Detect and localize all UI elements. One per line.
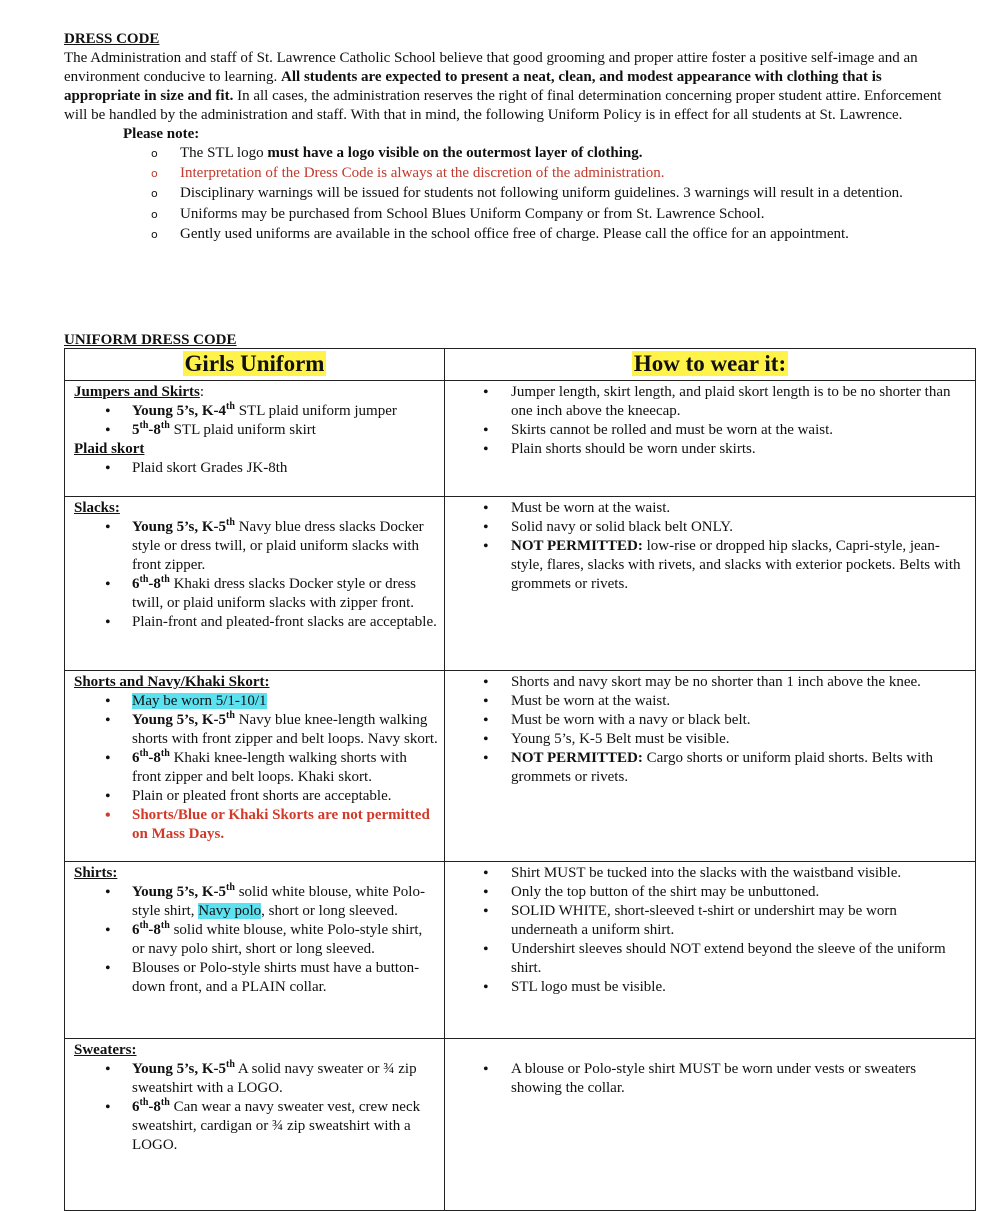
shirts-title: Shirts: xyxy=(74,865,118,881)
shorts-title: Shorts and Navy/Khaki Skort: xyxy=(74,674,270,690)
note-item xyxy=(146,164,944,183)
note-text: The STL logo xyxy=(180,145,268,161)
list-item: • Solid navy or solid black belt ONLY. xyxy=(511,518,967,537)
list-item: • SOLID WHITE, short-sleeved t-shirt or undershirt may be worn underneath a uniform shirt. xyxy=(511,902,967,940)
list-item: • Plain shorts should be worn under skirts. xyxy=(511,440,967,459)
note-text: Uniforms may be purchased from School Blues Uniform Company or from St. Lawrence School. xyxy=(180,206,765,222)
list-item: • Plain or pleated front shorts are acceptable. xyxy=(132,787,438,806)
circle-bullet-icon: o xyxy=(151,208,158,221)
table-row xyxy=(65,671,976,862)
list-item: • Shorts/Blue or Khaki Skorts are not permitted on Mass Days. xyxy=(132,806,438,844)
note-text-bold: must have a logo visible on the outermost layer of clothing. xyxy=(267,145,643,161)
list-item: • Must be worn at the waist. xyxy=(511,499,967,518)
list-item: • Young 5’s, K-5th Navy blue dress slacks Docker style or dress twill, or plaid uniform slacks with front zipper. xyxy=(132,518,438,575)
list-item: • Shirt MUST be tucked into the slacks with the waistband visible. xyxy=(511,864,967,883)
list-item: • Young 5’s, K-5 Belt must be visible. xyxy=(511,730,967,749)
table-header-row xyxy=(65,349,976,381)
list-item: • STL logo must be visible. xyxy=(511,978,967,997)
table-row xyxy=(65,497,976,671)
note-text: Gently used uniforms are available in the school office free of charge. Please call the office for an appointment. xyxy=(180,226,849,242)
note-text: Disciplinary warnings will be issued for students not following uniform guidelines. 3 warnings will result in a detention. xyxy=(180,185,903,201)
list-item: • 6th-8th Khaki dress slacks Docker style or dress twill, or plaid uniform slacks with zipper front. xyxy=(132,575,438,613)
sweaters-cell xyxy=(65,1039,445,1211)
slacks-title: Slacks: xyxy=(74,500,120,516)
sweaters-title: Sweaters: xyxy=(74,1042,137,1058)
jumpers-cell: Jumpers and Skirts: • Young 5’s, K-4th STL plaid uniform jumper • 5th-8th STL plaid uniform skirt Plaid skort • Plaid skort Grades JK-8th xyxy=(65,381,445,497)
list-item: • Skirts cannot be rolled and must be worn at the waist. xyxy=(511,421,967,440)
circle-bullet-icon: o xyxy=(151,147,158,160)
list-item: • Only the top button of the shirt may be unbuttoned. xyxy=(511,883,967,902)
note-item xyxy=(146,184,944,203)
jumpers-rules-cell xyxy=(445,381,976,497)
dress-code-section xyxy=(64,30,944,245)
notes-list xyxy=(64,144,944,244)
list-item: • 6th-8th Khaki knee-length walking shorts with front zipper and belt loops. Khaki skort. xyxy=(132,749,438,787)
intro-text-bold: All students are expected to present a neat, clean, and modest appearance with clothing that is appropriate in size and fit. xyxy=(64,69,882,104)
dress-code-intro xyxy=(64,49,944,125)
list-item: • Young 5’s, K-4th STL plaid uniform jumper xyxy=(132,402,438,421)
list-item: • 6th-8th Can wear a navy sweater vest, crew neck sweatshirt, cardigan or ¾ zip sweatshirt with a LOGO. xyxy=(132,1098,438,1155)
list-item: • Young 5’s, K-5th Navy blue knee-length walking shorts with front zipper and belt loops. Navy skort. xyxy=(132,711,438,749)
list-item: • Must be worn at the waist. xyxy=(511,692,967,711)
jumpers-title: Jumpers and Skirts xyxy=(74,384,200,400)
list-item: • NOT PERMITTED: low-rise or dropped hip slacks, Capri-style, jean-style, flares, slacks with rivets, and slacks with exterior pockets. Belts with grommets or rivets. xyxy=(511,537,967,594)
jumpers-rules-list xyxy=(481,383,967,459)
uniform-dress-code-heading: UNIFORM DRESS CODE xyxy=(64,332,237,348)
list-item: • Jumper length, skirt length, and plaid skort length is to be no shorter than one inch above the kneecap. xyxy=(511,383,967,421)
list-item: • Young 5’s, K-5th A solid navy sweater or ¾ zip sweatshirt with a LOGO. xyxy=(132,1060,438,1098)
list-item: • 5th-8th STL plaid uniform skirt xyxy=(132,421,438,440)
uniform-table xyxy=(64,348,976,1211)
list-item: • NOT PERMITTED: Cargo shorts or uniform plaid shorts. Belts with grommets or rivets. xyxy=(511,749,967,787)
note-item xyxy=(146,205,944,224)
shorts-rules-cell xyxy=(445,671,976,862)
plaid-skort-title: Plaid skort xyxy=(74,441,145,457)
girls-uniform-header: Girls Uniform xyxy=(65,349,445,381)
circle-bullet-icon: o xyxy=(151,228,158,241)
note-item xyxy=(146,144,944,163)
list-item: • Must be worn with a navy or black belt. xyxy=(511,711,967,730)
dress-code-heading: DRESS CODE xyxy=(64,31,160,47)
list-item: • Plaid skort Grades JK-8th xyxy=(132,459,438,478)
note-text-red: Interpretation of the Dress Code is always at the discretion of the administration. xyxy=(180,165,665,181)
intro-text-1: The Administration and staff of St. Lawrence Catholic School believe that good grooming and proper attire foster a positive self-image and an environment conducive to learning. xyxy=(64,50,918,85)
shirts-cell xyxy=(65,862,445,1039)
intro-text-2: In all cases, the administration reserves the right of final determination concerning proper student attire. Enforcement will be handled by the administration and staff. With that in mind, the following Uniform Policy is in effect for all students at St. Lawrence. xyxy=(64,88,942,123)
slacks-rules-cell xyxy=(445,497,976,671)
list-item: • Blouses or Polo-style shirts must have a button-down front, and a PLAIN collar. xyxy=(132,959,438,997)
list-item: • Shorts and navy skort may be no shorter than 1 inch above the knee. xyxy=(511,673,967,692)
slacks-cell xyxy=(65,497,445,671)
list-item: • Young 5’s, K-5th solid white blouse, white Polo-style shirt, Navy polo, short or long sleeved. xyxy=(132,883,438,921)
shirts-rules-cell xyxy=(445,862,976,1039)
list-item: • Undershirt sleeves should NOT extend beyond the sleeve of the uniform shirt. xyxy=(511,940,967,978)
circle-bullet-icon: o xyxy=(151,187,158,200)
sweaters-rules-cell xyxy=(445,1039,976,1211)
list-item: • A blouse or Polo-style shirt MUST be worn under vests or sweaters showing the collar. xyxy=(511,1060,967,1098)
list-item: • May be worn 5/1-10/1 xyxy=(132,692,438,711)
note-item xyxy=(146,225,944,244)
circle-bullet-icon: o xyxy=(151,167,158,180)
list-item: • 6th-8th solid white blouse, white Polo-style shirt, or navy polo shirt, short or long sleeved. xyxy=(132,921,438,959)
table-row xyxy=(65,381,976,497)
please-note-label: Please note: xyxy=(123,126,200,142)
table-row xyxy=(65,862,976,1039)
list-item: • Plain-front and pleated-front slacks are acceptable. xyxy=(132,613,438,632)
how-to-wear-header: How to wear it: xyxy=(445,349,976,381)
shorts-cell xyxy=(65,671,445,862)
jumpers-list xyxy=(74,402,438,440)
table-row xyxy=(65,1039,976,1211)
